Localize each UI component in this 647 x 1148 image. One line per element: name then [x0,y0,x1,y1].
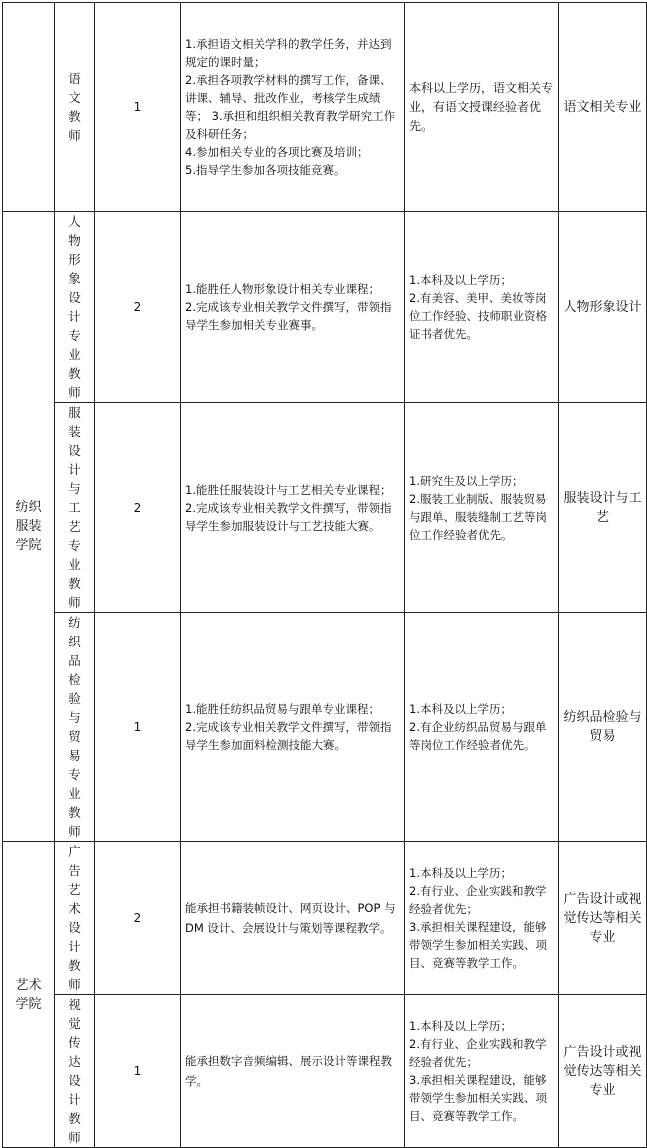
position-cell: 人物形象设计专业教师 [55,212,95,403]
requirement-item: 1.本科及以上学历； [409,273,512,287]
requirements-cell [405,995,559,1148]
requirement-item: 2.服装工业制版、服装贸易与跟单、服装缝制工艺等岗位工作经验者优先。 [409,491,547,542]
requirements-cell [405,212,559,403]
duty-item: 2.完成该专业相关教学文件撰写，带领指导学生参加面料检测技能大赛。 [185,720,392,752]
table-row [3,212,647,403]
count-cell: 2 [95,403,181,613]
duty-item: 2.完成该专业相关教学文件撰写，带领指导学生参加相关专业赛事。 [185,300,392,332]
duty-item: 2.承担各项教学材料的撰写工作，备课、讲课、辅导、批改作业，考核学生成绩等； 3.承担和组织相关教育教学研究工作及科研任务； [185,73,396,141]
requirements-cell [405,842,559,995]
count-cell: 1 [95,3,181,212]
duties-cell [181,212,405,403]
duty-item: 能承担书籍装帧设计、网页设计、POP 与 DM 设计、会展设计与策划等课程教学。 [185,901,396,935]
requirement-item: 2.有企业纺织品贸易与跟单等岗位工作经验者优先。 [409,720,547,752]
table-row [3,842,647,995]
table-row [3,613,647,842]
requirement-item: 3.承担相关课程建设，能够带领学生参加相关实践、项目、竞赛等教学工作。 [409,1073,547,1123]
table-row [3,3,647,212]
position-cell: 广告艺术设计教师 [55,842,95,995]
duties-cell [181,403,405,613]
position-cell: 视觉传达设计教师 [55,995,95,1148]
duty-item: 1.能胜任纺织品贸易与跟单专业课程； [185,702,380,716]
duty-item: 1.能胜任服装设计与工艺相关专业课程； [185,482,392,497]
requirement-item: 2.有美容、美甲、美妆等岗位工作经验、技师职业资格证书者优先。 [409,291,547,341]
requirement-item: 1.本科及以上学历； [409,702,512,716]
requirement-item: 2.有行业、企业实践和教学经验者优先； [409,1037,547,1069]
duty-item: 1.承担语文相关学科的教学任务，并达到规定的课时量； [185,37,392,69]
count-cell: 1 [95,995,181,1148]
position-cell: 语文教师 [55,3,95,212]
requirement-item: 本科以上学历，语文相关专业，有语文授课经验者优先。 [409,80,554,133]
count-cell: 1 [95,613,181,842]
major-cell: 纺织品检验与贸易 [559,613,647,842]
duties-cell [181,613,405,842]
major-cell: 广告设计或视觉传达等相关专业 [559,842,647,995]
major-cell: 人物形象设计 [559,212,647,403]
recruitment-table [2,2,647,1148]
duties-cell [181,995,405,1148]
count-cell: 2 [95,842,181,995]
requirements-cell [405,403,559,613]
major-cell: 服装设计与工艺 [559,403,647,613]
requirement-item: 1.本科及以上学历； [409,1019,512,1033]
requirement-item: 2.有行业、企业实践和教学经验者优先； [409,884,547,916]
college-cell [3,3,55,212]
college-cell: 艺术学院 [3,842,55,1148]
requirements-cell [405,613,559,842]
count-cell: 2 [95,212,181,403]
major-cell: 语文相关专业 [559,3,647,212]
college-cell: 纺织服装学院 [3,212,55,842]
requirement-item: 1.研究生及以上学历； [409,473,524,488]
major-cell: 广告设计或视觉传达等相关专业 [559,995,647,1148]
duty-item: 4.参加相关专业的各项比赛及培训； [185,145,369,159]
requirement-item: 1.本科及以上学历； [409,866,512,880]
table-row [3,403,647,613]
requirements-cell [405,3,559,212]
duty-item: 1.能胜任人物形象设计相关专业课程； [185,282,380,296]
duty-item: 2.完成该专业相关教学文件撰写，带领指导学生参加服装设计与工艺技能大赛。 [185,500,392,533]
position-cell: 服装设计与工艺专业教师 [55,403,95,613]
table-row [3,995,647,1148]
requirement-item: 3.承担相关课程建设，能够带领学生参加相关实践、项目、竞赛等教学工作。 [409,920,547,970]
position-cell: 纺织品检验与贸易专业教师 [55,613,95,842]
duties-cell [181,3,405,212]
duty-item: 能承担数字音频编辑、展示设计等课程教学。 [185,1054,392,1088]
duties-cell [181,842,405,995]
duty-item: 5.指导学生参加各项技能竞赛。 [185,163,346,177]
